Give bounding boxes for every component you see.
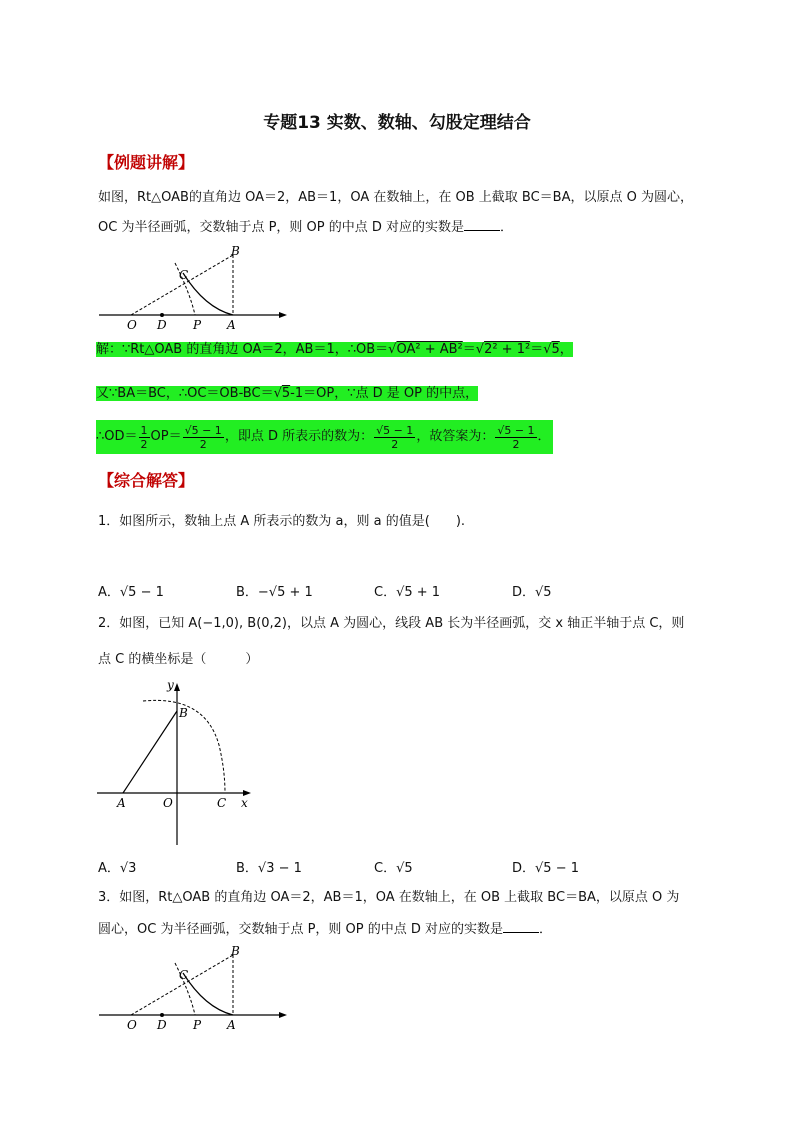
q3-line-2 bbox=[98, 920, 552, 940]
label-d-3: D bbox=[157, 1018, 167, 1032]
section-comprehensive: 【综合解答】 bbox=[98, 471, 195, 490]
figure-number-line-3 bbox=[95, 943, 295, 1033]
y-axis-arrow bbox=[174, 683, 180, 691]
label-c-3: C bbox=[179, 968, 189, 982]
label-a: A bbox=[227, 318, 236, 332]
label-o-3: O bbox=[127, 1018, 137, 1032]
label-o-2: O bbox=[163, 796, 173, 810]
segment-ob bbox=[131, 255, 233, 315]
label-b: B bbox=[231, 244, 240, 258]
axis-arrow bbox=[279, 312, 287, 318]
label-b-2: B bbox=[179, 706, 188, 720]
arc-solid bbox=[183, 273, 233, 315]
label-o: O bbox=[127, 318, 137, 332]
sol1-root3: √5 bbox=[543, 342, 560, 357]
example-line-2 bbox=[98, 218, 513, 238]
sol1-eq: ＝ bbox=[462, 342, 476, 357]
q2-line-1: 2．如图，已知 A(−1,0), B(0,2)，以点 A 为圆心，线段 AB 长为半径画弧，交 x 轴正半轴于点 C，则 bbox=[98, 616, 685, 631]
answer-blank bbox=[464, 218, 500, 231]
q3-line-1: 3．如图，Rt△OAB 的直角边 OA＝2，AB＝1，OA 在数轴上，在 OB 上截取 BC＝BA，以原点 O 为 bbox=[98, 890, 680, 905]
label-c: C bbox=[179, 268, 189, 282]
q1-option-d[interactable]: D．√5 bbox=[512, 585, 552, 600]
label-a-3: A bbox=[227, 1018, 236, 1032]
label-p: P bbox=[193, 318, 202, 332]
sol3-end: ． bbox=[537, 429, 551, 444]
page-title: 专题13 实数、数轴、勾股定理结合 bbox=[263, 113, 531, 133]
label-c-2: C bbox=[217, 796, 227, 810]
q2-option-a[interactable]: A．√3 bbox=[98, 861, 137, 876]
sol3-text: ，即点 D 所表示的数为： bbox=[224, 429, 374, 444]
example-line-2-text: OC 为半径画弧，交数轴于点 P，则 OP 的中点 D 对应的实数是 bbox=[98, 220, 465, 235]
q2-option-d[interactable]: D．√5 − 1 bbox=[512, 861, 579, 876]
arc-solid-3 bbox=[183, 973, 233, 1015]
sol1-eq2: ＝ bbox=[530, 342, 544, 357]
sol3-answer: ，故答案为： bbox=[416, 429, 495, 444]
sol2-root: √5 bbox=[273, 386, 291, 401]
sol1-text: 解：∵Rt△OAB 的直角边 OA＝2，AB＝1，∴OB＝ bbox=[96, 342, 389, 357]
label-x: x bbox=[241, 796, 248, 810]
label-d: D bbox=[157, 318, 167, 332]
label-p-3: P bbox=[193, 1018, 202, 1032]
section-example: 【例题讲解】 bbox=[98, 153, 195, 172]
q1-stem: 1．如图所示，数轴上点 A 所表示的数为 a，则 a 的值是( ). bbox=[98, 514, 466, 529]
q2-option-b[interactable]: B．√3 − 1 bbox=[236, 861, 302, 876]
fraction-3: $\frac{√5 - 1}{2}$ bbox=[497, 423, 535, 451]
point-d-3 bbox=[160, 1013, 164, 1017]
solution-line-1 bbox=[96, 340, 573, 360]
figure-coordinate bbox=[95, 675, 260, 850]
q2-option-c[interactable]: C．√5 bbox=[374, 861, 413, 876]
q1-option-b[interactable]: B．−√5 + 1 bbox=[236, 585, 313, 600]
label-b-3: B bbox=[231, 944, 240, 958]
sol3-op: OP＝ bbox=[150, 429, 182, 444]
q1-option-a[interactable]: A．√5 − 1 bbox=[98, 585, 164, 600]
q1-option-c[interactable]: C．√5 + 1 bbox=[374, 585, 441, 600]
solution-line-2 bbox=[96, 384, 478, 404]
label-a-2: A bbox=[117, 796, 126, 810]
segment-ab-2 bbox=[123, 711, 177, 793]
point-d bbox=[160, 313, 164, 317]
q3-line-2-text: 圆心，OC 为半径画弧，交数轴于点 P，则 OP 的中点 D 对应的实数是 bbox=[98, 922, 504, 937]
label-y: y bbox=[167, 678, 174, 692]
figure-number-line-1 bbox=[95, 243, 295, 333]
q3-end: ． bbox=[539, 922, 553, 937]
axis-arrow-3 bbox=[279, 1012, 287, 1018]
fraction-1: $\frac{√5 - 1}{2}$ bbox=[184, 423, 222, 451]
sol2-rest: -1＝OP，∵点 D 是 OP 的中点， bbox=[290, 386, 479, 401]
segment-ob-3 bbox=[131, 955, 233, 1015]
sol1-root2: √2² + 1² bbox=[475, 342, 531, 357]
solution-line-3 bbox=[96, 420, 553, 454]
sol3-od: ∴OD＝ bbox=[96, 429, 138, 444]
fraction-2: $\frac{√5 - 1}{2}$ bbox=[376, 423, 414, 451]
example-end: ． bbox=[500, 220, 514, 235]
half-fraction: $\frac{1}{2}$ bbox=[140, 423, 148, 451]
sol2-text: 又∵BA＝BC，∴OC＝OB-BC＝ bbox=[96, 386, 274, 401]
sol1-end: ， bbox=[559, 342, 573, 357]
sol1-root1: √OA² + AB² bbox=[388, 342, 463, 357]
q2-line-2: 点 C 的横坐标是（ ） bbox=[98, 652, 259, 667]
q3-answer-blank bbox=[503, 920, 539, 933]
example-line-1: 如图，Rt△OAB的直角边 OA＝2，AB＝1，OA 在数轴上，在 OB 上截取 BC＝BA，以原点 O 为圆心， bbox=[98, 190, 693, 205]
